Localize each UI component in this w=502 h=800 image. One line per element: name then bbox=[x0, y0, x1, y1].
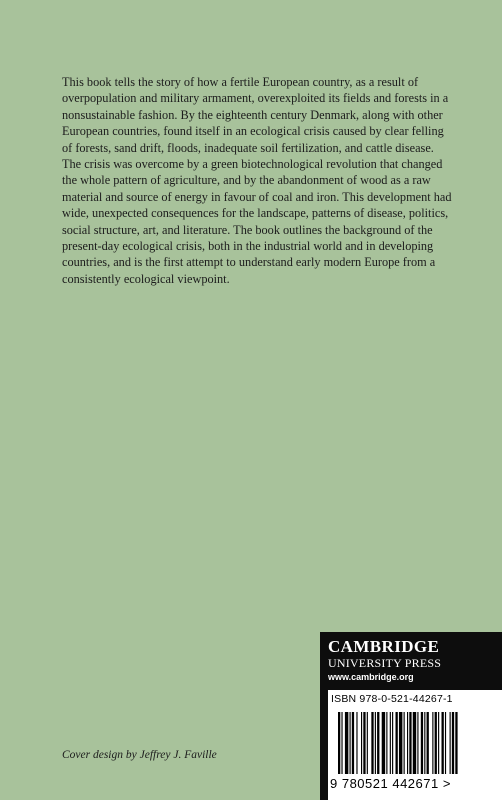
barcode-bar bbox=[338, 712, 340, 774]
back-cover-blurb: This book tells the story of how a fertile European country, as a result of overpopulation and military armament, overexploited its fields and forests in a nonsustainable fashion. By the eighteenth century Denmark, along with other European countries, found itself in an ecological crisis caused by clear felling of forests, sand drift, floods, inadequate soil fertilization, and cattle disease. The crisis was overcome by a green biotechnological revolution that changed the whole pattern of agriculture, and by the abandonment of wood as a raw material and source of energy in favour of coal and iron. This development had wide, unexpected consequences for the landscape, patterns of disease, politics, social structure, art, and literature. The book outlines the background of the present-day ecological crisis, both in the industrial world and in developing countries, and is the first attempt to understand early modern Europe from a consistently ecological viewpoint. bbox=[62, 75, 452, 286]
barcode-bar bbox=[371, 712, 373, 774]
barcode-bar bbox=[442, 712, 444, 774]
barcode-bar bbox=[356, 712, 357, 774]
barcode-bar bbox=[375, 712, 376, 774]
barcode-bar bbox=[435, 712, 437, 774]
barcode-bar bbox=[341, 712, 342, 774]
publisher-subtitle: UNIVERSITY PRESS bbox=[328, 656, 442, 670]
barcode-bar bbox=[377, 712, 379, 774]
cover-design-credit: Cover design by Jeffrey J. Faville bbox=[62, 749, 217, 761]
publisher-website: www.cambridge.org bbox=[328, 672, 414, 682]
barcode-image bbox=[338, 712, 498, 774]
barcode-bar bbox=[396, 712, 398, 774]
barcode-bar bbox=[361, 712, 362, 774]
barcode-bar bbox=[363, 712, 365, 774]
barcode-bar bbox=[407, 712, 408, 774]
barcode-bar bbox=[399, 712, 402, 774]
publisher-block bbox=[320, 632, 502, 800]
barcode-bar bbox=[404, 712, 405, 774]
barcode-bar bbox=[450, 712, 451, 774]
barcode-bar bbox=[386, 712, 387, 774]
barcode-bar bbox=[427, 712, 429, 774]
barcode-bar bbox=[432, 712, 433, 774]
barcode-bar bbox=[445, 712, 446, 774]
barcode-bar bbox=[350, 712, 351, 774]
barcode-bar bbox=[409, 712, 411, 774]
barcode-bar bbox=[424, 712, 425, 774]
barcode-bar bbox=[390, 712, 391, 774]
barcode-bar bbox=[438, 712, 439, 774]
barcode-bar bbox=[413, 712, 416, 774]
barcode-bar bbox=[421, 712, 423, 774]
barcode-digits: 9 780521 442671 > bbox=[330, 776, 451, 791]
barcode-bar bbox=[352, 712, 354, 774]
publisher-name: CAMBRIDGE bbox=[328, 637, 440, 656]
barcode-bar bbox=[367, 712, 368, 774]
barcode-bar bbox=[382, 712, 385, 774]
barcode-bar bbox=[452, 712, 454, 774]
barcode-bar bbox=[345, 712, 348, 774]
isbn-label: ISBN 978-0-521-44267-1 bbox=[331, 693, 453, 705]
barcode-bar bbox=[392, 712, 393, 774]
barcode-panel bbox=[328, 690, 502, 800]
barcode-bar bbox=[455, 712, 457, 774]
barcode-bar bbox=[417, 712, 418, 774]
